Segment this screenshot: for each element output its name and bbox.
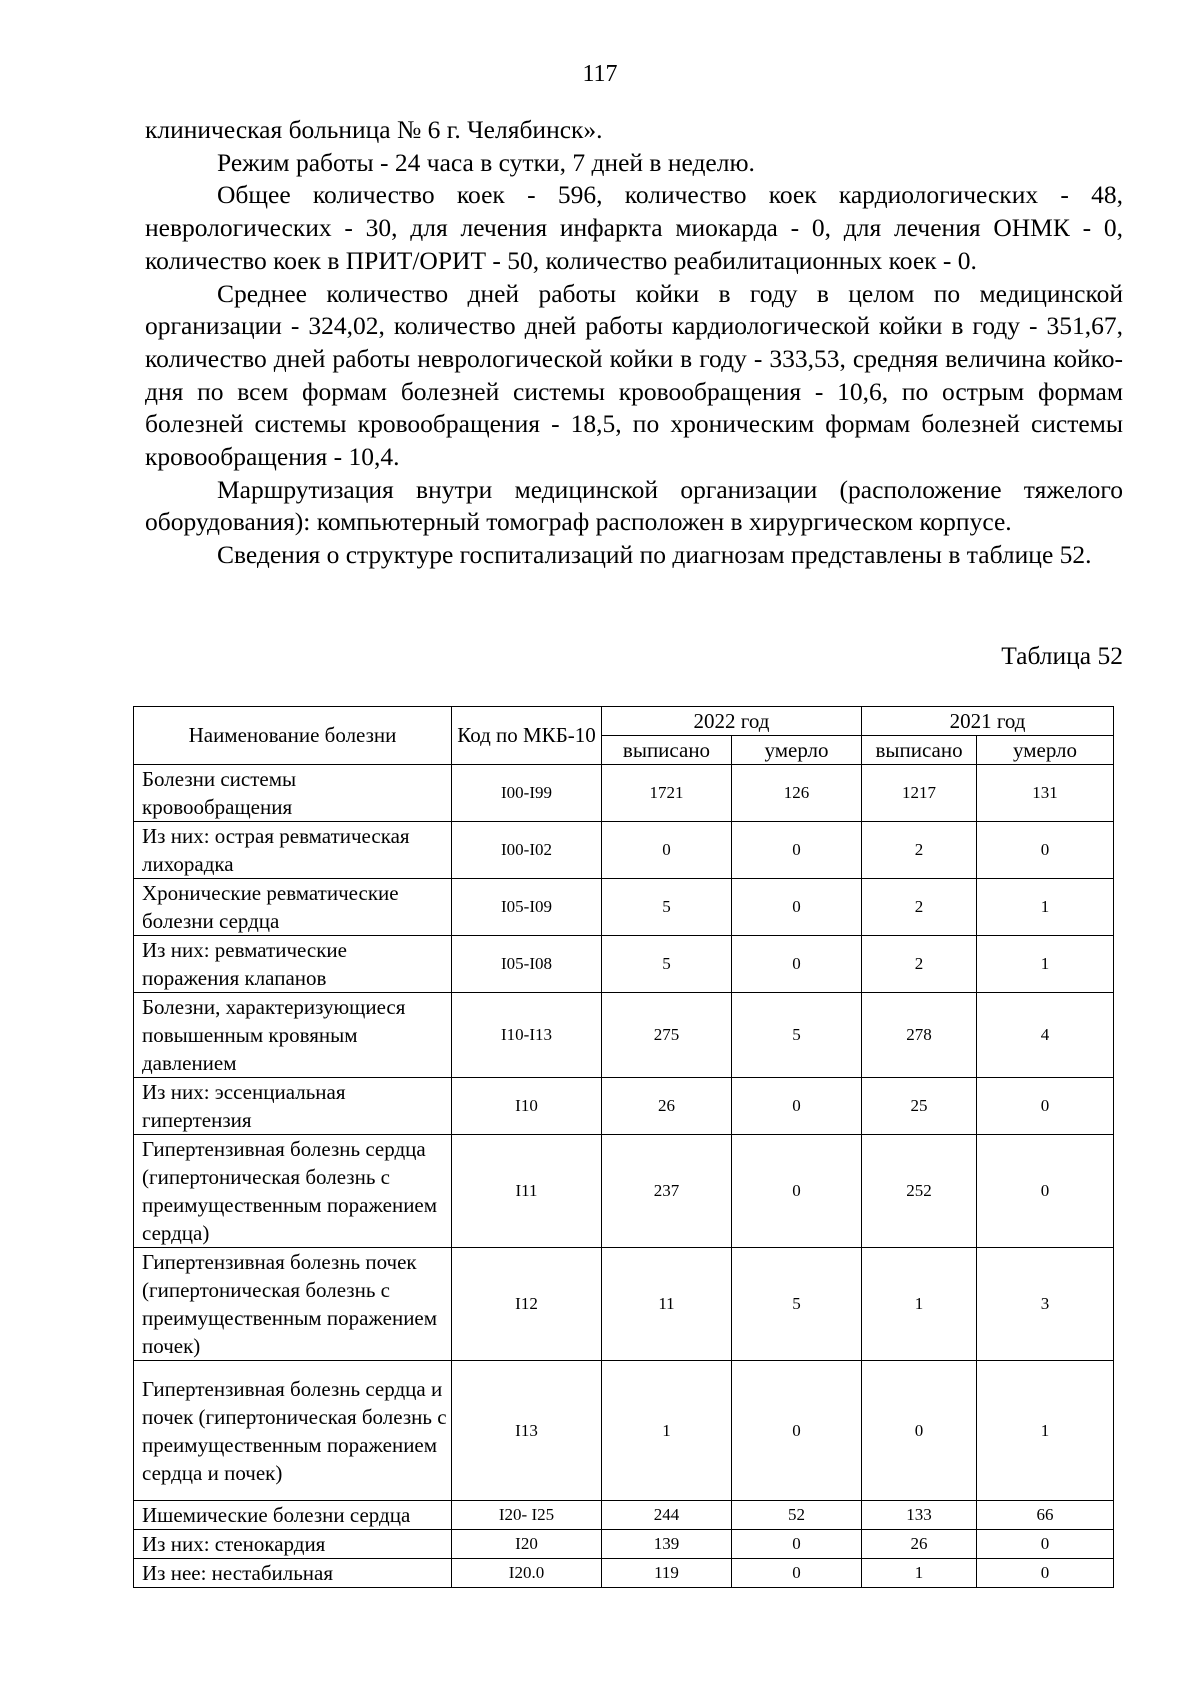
table-row (134, 1361, 1114, 1501)
died-2021-cell: 0 (977, 1135, 1114, 1248)
discharged-2021-cell: 26 (862, 1530, 977, 1559)
table-row (134, 822, 1114, 879)
disease-name-cell: Гипертензивная болезнь сердца (гипертоническая болезнь с преимущественным поражением сердца) (134, 1135, 452, 1248)
died-2022-cell: 52 (732, 1501, 862, 1530)
icd-code-cell: I00-I99 (452, 765, 602, 822)
discharged-2022-cell: 11 (602, 1248, 732, 1361)
disease-name-cell: Гипертензивная болезнь сердца и почек (гипертоническая болезнь с преимущественным поражением сердца и почек) (134, 1361, 452, 1501)
header-discharged-2022: выписано (602, 736, 732, 765)
disease-name-cell: Из них: острая ревматическая лихорадка (134, 822, 452, 879)
disease-name-cell: Из них: ревматические поражения клапанов (134, 936, 452, 993)
table-row (134, 993, 1114, 1078)
died-2021-cell: 4 (977, 993, 1114, 1078)
paragraph: Режим работы - 24 часа в сутки, 7 дней в неделю. (217, 147, 755, 177)
table-row (134, 1248, 1114, 1361)
discharged-2021-cell: 2 (862, 822, 977, 879)
disease-name-cell: Ишемические болезни сердца (134, 1501, 452, 1530)
discharged-2021-cell: 1 (862, 1248, 977, 1361)
discharged-2021-cell: 1 (862, 1559, 977, 1588)
table-row (134, 1559, 1114, 1588)
table-body (134, 765, 1114, 1588)
discharged-2021-cell: 278 (862, 993, 977, 1078)
table-row (134, 1078, 1114, 1135)
table-row (134, 1135, 1114, 1248)
icd-code-cell: I12 (452, 1248, 602, 1361)
body-text (145, 114, 1123, 572)
icd-code-cell: I05-I08 (452, 936, 602, 993)
disease-name-cell: Болезни, характеризующиеся повышенным кровяным давлением (134, 993, 452, 1078)
disease-name-cell: Болезни системы кровообращения (134, 765, 452, 822)
header-died-2022: умерло (732, 736, 862, 765)
discharged-2022-cell: 5 (602, 936, 732, 993)
header-disease-name: Наименование болезни (134, 707, 452, 765)
paragraph: Сведения о структуре госпитализаций по диагнозам представлены в таблице 52. (217, 540, 1092, 570)
header-year-2022: 2022 год (602, 707, 862, 736)
icd-code-cell: I20 (452, 1530, 602, 1559)
header-icd-code: Код по МКБ-10 (452, 707, 602, 765)
died-2022-cell: 0 (732, 879, 862, 936)
icd-code-cell: I20- I25 (452, 1501, 602, 1530)
icd-code-cell: I00-I02 (452, 822, 602, 879)
died-2021-cell: 3 (977, 1248, 1114, 1361)
discharged-2022-cell: 1 (602, 1361, 732, 1501)
discharged-2021-cell: 2 (862, 879, 977, 936)
died-2022-cell: 0 (732, 1559, 862, 1588)
discharged-2021-cell: 133 (862, 1501, 977, 1530)
discharged-2022-cell: 275 (602, 993, 732, 1078)
died-2021-cell: 0 (977, 1559, 1114, 1588)
icd-code-cell: I05-I09 (452, 879, 602, 936)
died-2022-cell: 0 (732, 936, 862, 993)
discharged-2021-cell: 1217 (862, 765, 977, 822)
died-2021-cell: 0 (977, 1530, 1114, 1559)
died-2022-cell: 0 (732, 1530, 862, 1559)
disease-name-cell: Гипертензивная болезнь почек (гипертоническая болезнь с преимущественным поражением почек) (134, 1248, 452, 1361)
died-2021-cell: 0 (977, 822, 1114, 879)
discharged-2021-cell: 0 (862, 1361, 977, 1501)
header-year-2021: 2021 год (862, 707, 1114, 736)
died-2021-cell: 131 (977, 765, 1114, 822)
discharged-2022-cell: 26 (602, 1078, 732, 1135)
disease-name-cell: Из них: эссенциальная гипертензия (134, 1078, 452, 1135)
paragraph: Общее количество коек - 596, количество коек кардиологических - 48, неврологических - 30, для лечения инфаркта миокарда - 0, для лечения ОНМК - 0, количество коек в ПРИТ/ОРИТ - 50, количество реабилитационных коек - 0. (145, 180, 1123, 275)
icd-code-cell: I20.0 (452, 1559, 602, 1588)
died-2022-cell: 5 (732, 1248, 862, 1361)
discharged-2021-cell: 252 (862, 1135, 977, 1248)
died-2022-cell: 0 (732, 1135, 862, 1248)
died-2022-cell: 0 (732, 1361, 862, 1501)
table-row (134, 1501, 1114, 1530)
table-row (134, 936, 1114, 993)
table-row (134, 879, 1114, 936)
discharged-2021-cell: 25 (862, 1078, 977, 1135)
discharged-2022-cell: 1721 (602, 765, 732, 822)
died-2022-cell: 5 (732, 993, 862, 1078)
paragraph: клиническая больница № 6 г. Челябинск». (145, 115, 603, 144)
disease-name-cell: Из них: стенокардия (134, 1530, 452, 1559)
discharged-2022-cell: 139 (602, 1530, 732, 1559)
table-row (134, 1530, 1114, 1559)
page-number: 117 (582, 61, 618, 87)
paragraph: Маршрутизация внутри медицинской организации (расположение тяжелого оборудования): компьютерный томограф расположен в хирургическом корпусе. (145, 474, 1123, 537)
discharged-2022-cell: 237 (602, 1135, 732, 1248)
table-caption: Таблица 52 (1001, 641, 1123, 670)
paragraph: Среднее количество дней работы койки в году в целом по медицинской организации - 324,02, количество дней работы кардиологической койки в году - 351,67, количество дней работы неврологической койки в году - 333,53, средняя величина койко-дня по всем формам болезней системы кровообращения - 10,6, по острым формам болезней системы кровообращения - 18,5, по хроническим формам болезней системы кровообращения - 10,4. (145, 278, 1123, 472)
died-2021-cell: 66 (977, 1501, 1114, 1530)
table-row (134, 765, 1114, 822)
died-2022-cell: 0 (732, 822, 862, 879)
header-died-2021: умерло (977, 736, 1114, 765)
discharged-2021-cell: 2 (862, 936, 977, 993)
died-2021-cell: 1 (977, 879, 1114, 936)
disease-name-cell: Хронические ревматические болезни сердца (134, 879, 452, 936)
died-2022-cell: 0 (732, 1078, 862, 1135)
hospitalization-table (133, 706, 1114, 1588)
discharged-2022-cell: 119 (602, 1559, 732, 1588)
header-discharged-2021: выписано (862, 736, 977, 765)
icd-code-cell: I10 (452, 1078, 602, 1135)
discharged-2022-cell: 0 (602, 822, 732, 879)
died-2022-cell: 126 (732, 765, 862, 822)
died-2021-cell: 1 (977, 1361, 1114, 1501)
died-2021-cell: 1 (977, 936, 1114, 993)
icd-code-cell: I13 (452, 1361, 602, 1501)
icd-code-cell: I11 (452, 1135, 602, 1248)
died-2021-cell: 0 (977, 1078, 1114, 1135)
discharged-2022-cell: 5 (602, 879, 732, 936)
disease-name-cell: Из нее: нестабильная (134, 1559, 452, 1588)
discharged-2022-cell: 244 (602, 1501, 732, 1530)
icd-code-cell: I10-I13 (452, 993, 602, 1078)
